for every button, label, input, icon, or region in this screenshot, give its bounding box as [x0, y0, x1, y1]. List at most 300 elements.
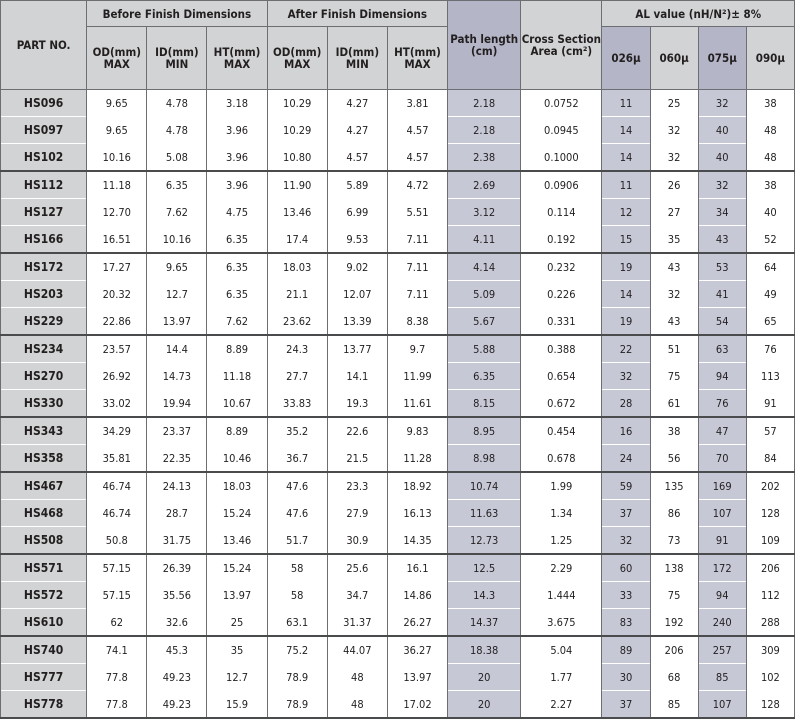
ht-before-cell: 4.75: [207, 199, 267, 226]
al-060-cell: 75: [650, 363, 698, 390]
table-row: [1, 664, 795, 691]
od-after-cell: 17.4: [267, 226, 327, 254]
ht-before-header: HT(mm) MAX: [207, 27, 267, 90]
cross-section-cell: 3.675: [521, 609, 602, 637]
al-060-cell: 32: [650, 144, 698, 172]
ht-after-cell: 11.28: [387, 445, 447, 473]
al-090-cell: 128: [746, 500, 794, 527]
al-060-cell: 135: [650, 472, 698, 500]
id-after-cell: 21.5: [327, 445, 387, 473]
cross-section-cell: 1.444: [521, 582, 602, 609]
id-after-cell: 23.3: [327, 472, 387, 500]
ht-after-cell: 4.72: [387, 171, 447, 199]
part-no-cell: HS778: [1, 691, 87, 719]
before-finish-header: Before Finish Dimensions: [87, 1, 267, 27]
part-no-header: PART NO.: [1, 1, 87, 90]
al-026-cell: 19: [602, 308, 650, 336]
cross-section-cell: 0.678: [521, 445, 602, 473]
part-no-cell: HS358: [1, 445, 87, 473]
id-after-cell: 27.9: [327, 500, 387, 527]
path-length-cell: 5.09: [448, 281, 521, 308]
id-before-cell: 35.56: [147, 582, 207, 609]
id-after-cell: 14.1: [327, 363, 387, 390]
od-before-cell: 77.8: [87, 691, 147, 719]
cross-section-cell: 0.0752: [521, 90, 602, 117]
al-075-cell: 91: [698, 527, 746, 555]
ht-after-cell: 11.99: [387, 363, 447, 390]
ht-before-cell: 10.67: [207, 390, 267, 418]
part-no-cell: HS229: [1, 308, 87, 336]
al-026-header: 026μ: [602, 27, 650, 90]
od-before-cell: 35.81: [87, 445, 147, 473]
part-no-cell: HS097: [1, 117, 87, 144]
id-after-cell: 4.27: [327, 90, 387, 117]
al-090-cell: 52: [746, 226, 794, 254]
od-before-cell: 33.02: [87, 390, 147, 418]
cross-section-cell: 0.114: [521, 199, 602, 226]
table-row: [1, 445, 795, 473]
part-no-cell: HS096: [1, 90, 87, 117]
ht-before-cell: 13.97: [207, 582, 267, 609]
od-after-cell: 47.6: [267, 500, 327, 527]
od-before-cell: 26.92: [87, 363, 147, 390]
od-before-cell: 11.18: [87, 171, 147, 199]
al-075-cell: 169: [698, 472, 746, 500]
ht-before-cell: 3.96: [207, 171, 267, 199]
od-before-cell: 20.32: [87, 281, 147, 308]
al-060-cell: 85: [650, 691, 698, 719]
ht-after-cell: 4.57: [387, 117, 447, 144]
part-no-cell: HS102: [1, 144, 87, 172]
al-060-cell: 75: [650, 582, 698, 609]
al-060-cell: 86: [650, 500, 698, 527]
al-090-cell: 38: [746, 171, 794, 199]
ht-before-cell: 25: [207, 609, 267, 637]
path-length-cell: 5.67: [448, 308, 521, 336]
id-after-cell: 31.37: [327, 609, 387, 637]
od-after-cell: 58: [267, 554, 327, 582]
table-row: [1, 554, 795, 582]
path-length-cell: 3.12: [448, 199, 521, 226]
al-090-cell: 288: [746, 609, 794, 637]
od-after-cell: 10.29: [267, 90, 327, 117]
al-value-header: AL value (nH/N²)± 8%: [602, 1, 795, 27]
od-before-cell: 34.29: [87, 417, 147, 445]
table-row: [1, 308, 795, 336]
id-before-cell: 10.16: [147, 226, 207, 254]
al-090-cell: 202: [746, 472, 794, 500]
table-row: [1, 281, 795, 308]
al-090-cell: 91: [746, 390, 794, 418]
od-after-header: OD(mm) MAX: [267, 27, 327, 90]
path-length-cell: 5.88: [448, 335, 521, 363]
ht-after-cell: 11.61: [387, 390, 447, 418]
al-060-cell: 32: [650, 117, 698, 144]
od-after-cell: 75.2: [267, 636, 327, 664]
ht-after-cell: 5.51: [387, 199, 447, 226]
al-075-cell: 41: [698, 281, 746, 308]
od-after-cell: 58: [267, 582, 327, 609]
id-after-cell: 13.39: [327, 308, 387, 336]
cross-section-cell: 0.331: [521, 308, 602, 336]
path-length-cell: 6.35: [448, 363, 521, 390]
ht-before-cell: 15.24: [207, 500, 267, 527]
id-before-cell: 45.3: [147, 636, 207, 664]
ht-before-cell: 6.35: [207, 253, 267, 281]
od-before-cell: 9.65: [87, 90, 147, 117]
id-before-cell: 31.75: [147, 527, 207, 555]
al-060-cell: 27: [650, 199, 698, 226]
path-length-cell: 8.98: [448, 445, 521, 473]
table-row: [1, 691, 795, 719]
id-before-cell: 32.6: [147, 609, 207, 637]
al-026-cell: 33: [602, 582, 650, 609]
ht-after-cell: 16.13: [387, 500, 447, 527]
al-060-cell: 43: [650, 308, 698, 336]
al-075-cell: 32: [698, 171, 746, 199]
al-060-cell: 206: [650, 636, 698, 664]
al-026-cell: 14: [602, 117, 650, 144]
al-090-cell: 102: [746, 664, 794, 691]
ht-before-cell: 7.62: [207, 308, 267, 336]
ht-before-cell: 11.18: [207, 363, 267, 390]
id-after-header: ID(mm) MIN: [327, 27, 387, 90]
id-after-cell: 4.57: [327, 144, 387, 172]
part-no-cell: HS777: [1, 664, 87, 691]
al-075-cell: 53: [698, 253, 746, 281]
al-060-cell: 192: [650, 609, 698, 637]
od-after-cell: 35.2: [267, 417, 327, 445]
od-after-cell: 47.6: [267, 472, 327, 500]
id-before-cell: 22.35: [147, 445, 207, 473]
al-026-cell: 28: [602, 390, 650, 418]
id-after-cell: 30.9: [327, 527, 387, 555]
part-no-cell: HS572: [1, 582, 87, 609]
path-length-cell: 11.63: [448, 500, 521, 527]
ht-before-cell: 10.46: [207, 445, 267, 473]
al-060-cell: 61: [650, 390, 698, 418]
id-after-cell: 34.7: [327, 582, 387, 609]
path-length-cell: 2.69: [448, 171, 521, 199]
id-before-cell: 4.78: [147, 117, 207, 144]
ht-after-cell: 8.38: [387, 308, 447, 336]
id-after-cell: 4.27: [327, 117, 387, 144]
table-row: [1, 417, 795, 445]
id-after-cell: 13.77: [327, 335, 387, 363]
od-after-cell: 27.7: [267, 363, 327, 390]
ht-before-cell: 8.89: [207, 335, 267, 363]
al-090-cell: 57: [746, 417, 794, 445]
al-026-cell: 12: [602, 199, 650, 226]
al-090-cell: 65: [746, 308, 794, 336]
table-row: [1, 609, 795, 637]
id-before-cell: 4.78: [147, 90, 207, 117]
ht-after-cell: 18.92: [387, 472, 447, 500]
od-after-cell: 11.90: [267, 171, 327, 199]
id-before-cell: 14.73: [147, 363, 207, 390]
od-after-cell: 78.9: [267, 664, 327, 691]
id-after-cell: 6.99: [327, 199, 387, 226]
ht-after-cell: 9.7: [387, 335, 447, 363]
ht-before-cell: 3.96: [207, 117, 267, 144]
od-after-cell: 21.1: [267, 281, 327, 308]
al-026-cell: 32: [602, 363, 650, 390]
ht-after-cell: 14.86: [387, 582, 447, 609]
al-026-cell: 19: [602, 253, 650, 281]
al-075-cell: 70: [698, 445, 746, 473]
al-090-cell: 206: [746, 554, 794, 582]
id-before-cell: 28.7: [147, 500, 207, 527]
od-before-cell: 50.8: [87, 527, 147, 555]
id-before-cell: 24.13: [147, 472, 207, 500]
path-length-cell: 20: [448, 664, 521, 691]
od-before-cell: 46.74: [87, 472, 147, 500]
cross-section-cell: 0.232: [521, 253, 602, 281]
al-060-cell: 51: [650, 335, 698, 363]
ht-after-cell: 17.02: [387, 691, 447, 719]
ht-before-cell: 18.03: [207, 472, 267, 500]
al-090-cell: 309: [746, 636, 794, 664]
al-026-cell: 22: [602, 335, 650, 363]
al-026-cell: 11: [602, 171, 650, 199]
id-after-cell: 48: [327, 691, 387, 719]
id-before-cell: 5.08: [147, 144, 207, 172]
od-before-cell: 62: [87, 609, 147, 637]
ht-before-cell: 3.96: [207, 144, 267, 172]
al-075-cell: 107: [698, 691, 746, 719]
ht-before-cell: 6.35: [207, 281, 267, 308]
al-026-cell: 32: [602, 527, 650, 555]
path-length-cell: 10.74: [448, 472, 521, 500]
al-026-cell: 59: [602, 472, 650, 500]
od-before-cell: 74.1: [87, 636, 147, 664]
al-060-cell: 35: [650, 226, 698, 254]
al-075-cell: 54: [698, 308, 746, 336]
id-after-cell: 9.53: [327, 226, 387, 254]
al-060-cell: 138: [650, 554, 698, 582]
cross-section-cell: 1.25: [521, 527, 602, 555]
part-no-cell: HS468: [1, 500, 87, 527]
al-075-cell: 40: [698, 117, 746, 144]
od-after-cell: 10.80: [267, 144, 327, 172]
al-090-cell: 64: [746, 253, 794, 281]
od-after-cell: 23.62: [267, 308, 327, 336]
table-row: [1, 527, 795, 555]
path-length-cell: 2.18: [448, 117, 521, 144]
al-026-cell: 89: [602, 636, 650, 664]
al-090-cell: 84: [746, 445, 794, 473]
cross-section-cell: 0.672: [521, 390, 602, 418]
od-before-cell: 46.74: [87, 500, 147, 527]
part-no-cell: HS508: [1, 527, 87, 555]
od-before-cell: 23.57: [87, 335, 147, 363]
cross-section-cell: 0.0945: [521, 117, 602, 144]
al-026-cell: 15: [602, 226, 650, 254]
al-075-cell: 32: [698, 90, 746, 117]
al-026-cell: 37: [602, 500, 650, 527]
table-row: [1, 390, 795, 418]
id-before-cell: 49.23: [147, 664, 207, 691]
cross-section-cell: 0.0906: [521, 171, 602, 199]
cross-section-cell: 5.04: [521, 636, 602, 664]
path-length-cell: 4.11: [448, 226, 521, 254]
part-no-cell: HS234: [1, 335, 87, 363]
cross-section-cell: 0.226: [521, 281, 602, 308]
table-row: [1, 226, 795, 254]
al-090-cell: 109: [746, 527, 794, 555]
table-row: [1, 144, 795, 172]
table-row: [1, 363, 795, 390]
al-075-cell: 107: [698, 500, 746, 527]
id-before-cell: 7.62: [147, 199, 207, 226]
id-after-cell: 5.89: [327, 171, 387, 199]
al-060-cell: 43: [650, 253, 698, 281]
table-header: [1, 1, 795, 90]
al-026-cell: 16: [602, 417, 650, 445]
cross-section-cell: 0.454: [521, 417, 602, 445]
ht-after-header: HT(mm) MAX: [387, 27, 447, 90]
al-075-cell: 94: [698, 582, 746, 609]
od-after-cell: 13.46: [267, 199, 327, 226]
cross-section-cell: 0.388: [521, 335, 602, 363]
path-length-cell: 18.38: [448, 636, 521, 664]
ht-before-cell: 8.89: [207, 417, 267, 445]
ht-before-cell: 13.46: [207, 527, 267, 555]
table-row: [1, 199, 795, 226]
od-before-cell: 10.16: [87, 144, 147, 172]
al-026-cell: 60: [602, 554, 650, 582]
od-after-cell: 63.1: [267, 609, 327, 637]
od-before-cell: 57.15: [87, 582, 147, 609]
part-no-cell: HS467: [1, 472, 87, 500]
id-before-cell: 6.35: [147, 171, 207, 199]
od-before-header: OD(mm) MAX: [87, 27, 147, 90]
al-090-cell: 112: [746, 582, 794, 609]
part-no-cell: HS343: [1, 417, 87, 445]
al-090-cell: 48: [746, 144, 794, 172]
id-before-cell: 19.94: [147, 390, 207, 418]
od-after-cell: 24.3: [267, 335, 327, 363]
id-before-cell: 26.39: [147, 554, 207, 582]
al-060-header: 060μ: [650, 27, 698, 90]
od-before-cell: 16.51: [87, 226, 147, 254]
path-length-cell: 2.18: [448, 90, 521, 117]
al-075-cell: 34: [698, 199, 746, 226]
id-after-cell: 48: [327, 664, 387, 691]
od-before-cell: 17.27: [87, 253, 147, 281]
path-length-cell: 4.14: [448, 253, 521, 281]
path-length-cell: 8.95: [448, 417, 521, 445]
id-before-cell: 13.97: [147, 308, 207, 336]
id-after-cell: 25.6: [327, 554, 387, 582]
al-090-cell: 49: [746, 281, 794, 308]
od-before-cell: 9.65: [87, 117, 147, 144]
ht-before-cell: 6.35: [207, 226, 267, 254]
ht-after-cell: 14.35: [387, 527, 447, 555]
path-length-cell: 12.5: [448, 554, 521, 582]
path-length-cell: 8.15: [448, 390, 521, 418]
ht-before-cell: 15.9: [207, 691, 267, 719]
al-075-cell: 76: [698, 390, 746, 418]
od-after-cell: 51.7: [267, 527, 327, 555]
part-no-cell: HS127: [1, 199, 87, 226]
al-075-cell: 43: [698, 226, 746, 254]
id-before-cell: 49.23: [147, 691, 207, 719]
part-no-cell: HS610: [1, 609, 87, 637]
al-060-cell: 32: [650, 281, 698, 308]
ht-before-cell: 15.24: [207, 554, 267, 582]
od-before-cell: 12.70: [87, 199, 147, 226]
id-before-cell: 23.37: [147, 417, 207, 445]
od-after-cell: 36.7: [267, 445, 327, 473]
al-075-cell: 257: [698, 636, 746, 664]
path-length-cell: 12.73: [448, 527, 521, 555]
id-before-cell: 9.65: [147, 253, 207, 281]
al-026-cell: 37: [602, 691, 650, 719]
path-length-cell: 14.3: [448, 582, 521, 609]
ht-after-cell: 26.27: [387, 609, 447, 637]
al-026-cell: 14: [602, 144, 650, 172]
ht-after-cell: 13.97: [387, 664, 447, 691]
al-026-cell: 83: [602, 609, 650, 637]
table-row: [1, 90, 795, 117]
id-after-cell: 9.02: [327, 253, 387, 281]
path-length-header: Path length (cm): [448, 1, 521, 90]
al-075-cell: 47: [698, 417, 746, 445]
al-075-cell: 63: [698, 335, 746, 363]
ht-before-cell: 3.18: [207, 90, 267, 117]
ht-after-cell: 3.81: [387, 90, 447, 117]
after-finish-header: After Finish Dimensions: [267, 1, 447, 27]
al-090-cell: 48: [746, 117, 794, 144]
part-no-cell: HS571: [1, 554, 87, 582]
od-before-cell: 57.15: [87, 554, 147, 582]
id-before-cell: 14.4: [147, 335, 207, 363]
od-before-cell: 22.86: [87, 308, 147, 336]
al-075-cell: 240: [698, 609, 746, 637]
ht-before-cell: 35: [207, 636, 267, 664]
cross-section-cell: 0.192: [521, 226, 602, 254]
cross-section-cell: 0.654: [521, 363, 602, 390]
od-after-cell: 78.9: [267, 691, 327, 719]
cross-section-header: Cross Section Area (cm²): [521, 1, 602, 90]
part-no-cell: HS203: [1, 281, 87, 308]
od-after-cell: 33.83: [267, 390, 327, 418]
ht-before-cell: 12.7: [207, 664, 267, 691]
table-row: [1, 117, 795, 144]
al-060-cell: 73: [650, 527, 698, 555]
table-row: [1, 335, 795, 363]
cross-section-cell: 2.29: [521, 554, 602, 582]
al-090-cell: 38: [746, 90, 794, 117]
al-075-header: 075μ: [698, 27, 746, 90]
ht-after-cell: 16.1: [387, 554, 447, 582]
ht-after-cell: 36.27: [387, 636, 447, 664]
part-no-cell: HS166: [1, 226, 87, 254]
table-row: [1, 582, 795, 609]
al-060-cell: 38: [650, 417, 698, 445]
table-row: [1, 500, 795, 527]
al-075-cell: 172: [698, 554, 746, 582]
od-after-cell: 18.03: [267, 253, 327, 281]
path-length-cell: 2.38: [448, 144, 521, 172]
ht-after-cell: 7.11: [387, 281, 447, 308]
id-before-cell: 12.7: [147, 281, 207, 308]
al-060-cell: 26: [650, 171, 698, 199]
id-before-header: ID(mm) MIN: [147, 27, 207, 90]
al-026-cell: 11: [602, 90, 650, 117]
cross-section-cell: 2.27: [521, 691, 602, 719]
